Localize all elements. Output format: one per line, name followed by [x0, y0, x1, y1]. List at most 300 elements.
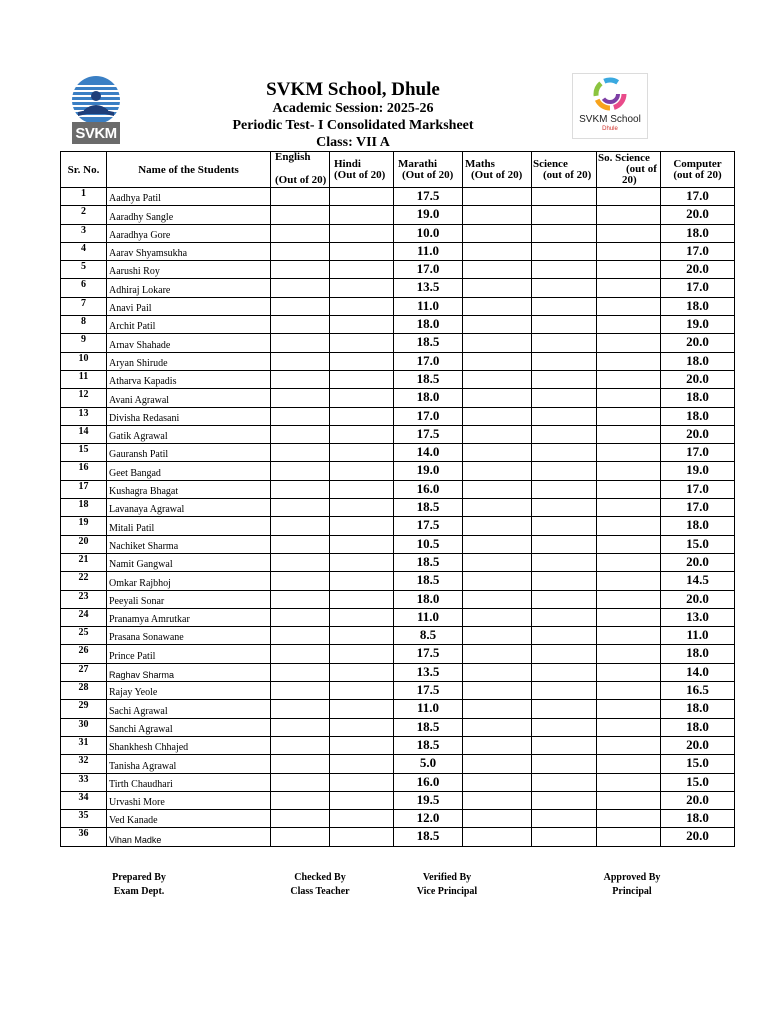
hindi-mark-cell — [330, 828, 394, 846]
sr-no-cell: 33 — [61, 773, 107, 791]
student-name-cell: Gauransh Patil — [107, 444, 271, 462]
so-science-mark-cell — [597, 627, 661, 645]
student-name-cell: Shankhesh Chhajed — [107, 736, 271, 754]
sr-no-cell: 21 — [61, 553, 107, 571]
maths-mark-cell — [463, 334, 532, 352]
sr-no-cell: 35 — [61, 810, 107, 828]
hindi-mark-cell — [330, 499, 394, 517]
so-science-mark-cell — [597, 828, 661, 846]
hindi-mark-cell — [330, 279, 394, 297]
maths-mark-cell — [463, 389, 532, 407]
student-name-cell: Aarushi Roy — [107, 261, 271, 279]
marathi-mark-cell: 10.0 — [394, 224, 463, 242]
table-row — [61, 755, 735, 773]
table-row — [61, 407, 735, 425]
marathi-mark-cell: 10.5 — [394, 535, 463, 553]
computer-mark-cell: 18.0 — [661, 718, 735, 736]
computer-mark-cell: 20.0 — [661, 828, 735, 846]
marathi-mark-cell: 14.0 — [394, 444, 463, 462]
table-row — [61, 480, 735, 498]
maths-mark-cell — [463, 206, 532, 224]
table-row — [61, 773, 735, 791]
student-name-cell: Archit Patil — [107, 316, 271, 334]
marathi-mark-cell: 17.5 — [394, 517, 463, 535]
logo-city-name: Dhule — [602, 126, 618, 132]
computer-mark-cell: 15.0 — [661, 535, 735, 553]
signature-approved — [584, 871, 680, 899]
english-mark-cell — [271, 389, 330, 407]
table-row — [61, 608, 735, 626]
hindi-mark-cell — [330, 352, 394, 370]
maths-mark-cell — [463, 261, 532, 279]
so-science-mark-cell — [597, 645, 661, 663]
so-science-mark-cell — [597, 242, 661, 260]
computer-mark-cell: 16.5 — [661, 682, 735, 700]
student-name-cell: Namit Gangwal — [107, 553, 271, 571]
marathi-mark-cell: 17.5 — [394, 425, 463, 443]
marathi-mark-cell: 8.5 — [394, 627, 463, 645]
hindi-mark-cell — [330, 224, 394, 242]
table-row — [61, 206, 735, 224]
student-name-cell: Urvashi More — [107, 791, 271, 809]
so-science-mark-cell — [597, 608, 661, 626]
maths-mark-cell — [463, 736, 532, 754]
so-science-mark-cell — [597, 297, 661, 315]
table-row — [61, 517, 735, 535]
english-mark-cell — [271, 810, 330, 828]
sr-no-cell: 11 — [61, 370, 107, 388]
science-mark-cell — [532, 773, 597, 791]
marathi-mark-cell: 17.5 — [394, 682, 463, 700]
marathi-mark-cell: 18.5 — [394, 828, 463, 846]
hindi-mark-cell — [330, 425, 394, 443]
hindi-mark-cell — [330, 480, 394, 498]
science-mark-cell — [532, 389, 597, 407]
hindi-mark-cell — [330, 773, 394, 791]
english-mark-cell — [271, 645, 330, 663]
table-row — [61, 499, 735, 517]
marathi-mark-cell: 18.5 — [394, 718, 463, 736]
student-name-cell: Divisha Redasani — [107, 407, 271, 425]
hindi-mark-cell — [330, 718, 394, 736]
hindi-mark-cell — [330, 736, 394, 754]
hindi-mark-cell — [330, 242, 394, 260]
english-mark-cell — [271, 444, 330, 462]
maths-mark-cell — [463, 297, 532, 315]
maths-mark-cell — [463, 755, 532, 773]
table-row — [61, 553, 735, 571]
hindi-mark-cell — [330, 316, 394, 334]
hindi-mark-cell — [330, 572, 394, 590]
hindi-mark-cell — [330, 389, 394, 407]
verified-by-label: Verified By — [422, 872, 472, 883]
marathi-mark-cell: 17.0 — [394, 407, 463, 425]
science-mark-cell — [532, 608, 597, 626]
computer-mark-cell: 18.0 — [661, 297, 735, 315]
student-name-cell: Tirth Chaudhari — [107, 773, 271, 791]
computer-mark-cell: 20.0 — [661, 553, 735, 571]
student-name-cell: Aryan Shirude — [107, 352, 271, 370]
computer-mark-cell: 18.0 — [661, 352, 735, 370]
computer-mark-cell: 14.5 — [661, 572, 735, 590]
sr-no-cell: 32 — [61, 755, 107, 773]
computer-mark-cell: 20.0 — [661, 791, 735, 809]
maths-mark-cell — [463, 462, 532, 480]
checked-role-label: Class Teacher — [290, 886, 350, 897]
english-mark-cell — [271, 224, 330, 242]
sr-no-cell: 16 — [61, 462, 107, 480]
hindi-mark-cell — [330, 334, 394, 352]
so-science-mark-cell — [597, 389, 661, 407]
sr-no-cell: 31 — [61, 736, 107, 754]
sr-no-cell: 34 — [61, 791, 107, 809]
so-science-mark-cell — [597, 334, 661, 352]
english-mark-cell — [271, 736, 330, 754]
marathi-mark-cell: 16.0 — [394, 773, 463, 791]
science-mark-cell — [532, 682, 597, 700]
computer-mark-cell: 17.0 — [661, 499, 735, 517]
table-row — [61, 261, 735, 279]
so-science-mark-cell — [597, 590, 661, 608]
hindi-mark-cell — [330, 700, 394, 718]
so-science-mark-cell — [597, 535, 661, 553]
hindi-mark-cell — [330, 590, 394, 608]
maths-mark-cell — [463, 407, 532, 425]
science-mark-cell — [532, 572, 597, 590]
table-row — [61, 828, 735, 846]
sr-no-cell: 10 — [61, 352, 107, 370]
science-mark-cell — [532, 206, 597, 224]
science-mark-cell — [532, 316, 597, 334]
hindi-mark-cell — [330, 553, 394, 571]
computer-mark-cell: 18.0 — [661, 517, 735, 535]
student-name-cell: Sachi Agrawal — [107, 700, 271, 718]
marathi-mark-cell: 12.0 — [394, 810, 463, 828]
sr-no-cell: 36 — [61, 828, 107, 846]
marathi-mark-cell: 11.0 — [394, 297, 463, 315]
student-name-cell: Peeyali Sonar — [107, 590, 271, 608]
col-maths: Maths (Out of 20) — [463, 152, 532, 188]
science-mark-cell — [532, 755, 597, 773]
sr-no-cell: 22 — [61, 572, 107, 590]
hindi-mark-cell — [330, 608, 394, 626]
sr-no-cell: 12 — [61, 389, 107, 407]
sr-no-cell: 19 — [61, 517, 107, 535]
computer-mark-cell: 20.0 — [661, 425, 735, 443]
english-mark-cell — [271, 718, 330, 736]
so-science-mark-cell — [597, 499, 661, 517]
so-science-mark-cell — [597, 316, 661, 334]
so-science-mark-cell — [597, 224, 661, 242]
maths-mark-cell — [463, 682, 532, 700]
maths-mark-cell — [463, 316, 532, 334]
english-mark-cell — [271, 297, 330, 315]
maths-mark-cell — [463, 810, 532, 828]
hindi-mark-cell — [330, 517, 394, 535]
maths-mark-cell — [463, 645, 532, 663]
hindi-mark-cell — [330, 535, 394, 553]
science-mark-cell — [532, 188, 597, 206]
english-mark-cell — [271, 700, 330, 718]
science-mark-cell — [532, 535, 597, 553]
so-science-mark-cell — [597, 206, 661, 224]
maths-mark-cell — [463, 480, 532, 498]
science-mark-cell — [532, 663, 597, 681]
so-science-mark-cell — [597, 810, 661, 828]
science-mark-cell — [532, 480, 597, 498]
computer-mark-cell: 11.0 — [661, 627, 735, 645]
science-mark-cell — [532, 261, 597, 279]
school-title: SVKM School, Dhule — [266, 79, 440, 100]
english-mark-cell — [271, 828, 330, 846]
sr-no-cell: 5 — [61, 261, 107, 279]
table-row — [61, 279, 735, 297]
science-mark-cell — [532, 791, 597, 809]
computer-mark-cell: 17.0 — [661, 242, 735, 260]
maths-mark-cell — [463, 499, 532, 517]
hindi-mark-cell — [330, 663, 394, 681]
table-row — [61, 334, 735, 352]
prepared-by-label: Prepared By — [112, 872, 166, 883]
maths-mark-cell — [463, 425, 532, 443]
maths-mark-cell — [463, 572, 532, 590]
english-mark-cell — [271, 499, 330, 517]
computer-mark-cell: 20.0 — [661, 334, 735, 352]
english-mark-cell — [271, 261, 330, 279]
student-name-cell: Geet Bangad — [107, 462, 271, 480]
science-mark-cell — [532, 224, 597, 242]
col-marathi: Marathi (Out of 20) — [394, 152, 463, 188]
maths-mark-cell — [463, 791, 532, 809]
col-hindi: Hindi (Out of 20) — [330, 152, 394, 188]
sr-no-cell: 30 — [61, 718, 107, 736]
maths-mark-cell — [463, 700, 532, 718]
header-row — [61, 152, 735, 188]
computer-mark-cell: 20.0 — [661, 370, 735, 388]
student-rows — [61, 188, 735, 847]
approved-role-label: Principal — [612, 886, 652, 897]
english-mark-cell — [271, 352, 330, 370]
marathi-mark-cell: 18.5 — [394, 736, 463, 754]
student-name-cell: Ved Kanade — [107, 810, 271, 828]
science-mark-cell — [532, 425, 597, 443]
science-mark-cell — [532, 352, 597, 370]
english-mark-cell — [271, 188, 330, 206]
col-english: English (Out of 20) — [271, 152, 330, 188]
student-name-cell: Pranamya Amrutkar — [107, 608, 271, 626]
science-mark-cell — [532, 297, 597, 315]
english-mark-cell — [271, 480, 330, 498]
english-mark-cell — [271, 425, 330, 443]
table-row — [61, 736, 735, 754]
table-row — [61, 188, 735, 206]
hindi-mark-cell — [330, 206, 394, 224]
computer-mark-cell: 18.0 — [661, 810, 735, 828]
maths-mark-cell — [463, 718, 532, 736]
marathi-mark-cell: 18.5 — [394, 553, 463, 571]
student-name-cell: Aadhya Patil — [107, 188, 271, 206]
english-mark-cell — [271, 517, 330, 535]
student-name-cell: Rajay Yeole — [107, 682, 271, 700]
table-row — [61, 297, 735, 315]
table-row — [61, 370, 735, 388]
marathi-mark-cell: 16.0 — [394, 480, 463, 498]
table-row — [61, 462, 735, 480]
so-science-mark-cell — [597, 773, 661, 791]
table-row — [61, 535, 735, 553]
hindi-mark-cell — [330, 791, 394, 809]
sr-no-cell: 29 — [61, 700, 107, 718]
col-student-name: Name of the Students — [107, 152, 271, 188]
marathi-mark-cell: 19.0 — [394, 462, 463, 480]
so-science-mark-cell — [597, 370, 661, 388]
maths-mark-cell — [463, 590, 532, 608]
so-science-mark-cell — [597, 755, 661, 773]
computer-mark-cell: 19.0 — [661, 316, 735, 334]
so-science-mark-cell — [597, 553, 661, 571]
so-science-mark-cell — [597, 572, 661, 590]
table-row — [61, 444, 735, 462]
marathi-mark-cell: 11.0 — [394, 242, 463, 260]
marathi-mark-cell: 18.5 — [394, 572, 463, 590]
so-science-mark-cell — [597, 480, 661, 498]
maths-mark-cell — [463, 773, 532, 791]
sr-no-cell: 3 — [61, 224, 107, 242]
table-row — [61, 682, 735, 700]
marathi-mark-cell: 18.0 — [394, 590, 463, 608]
so-science-mark-cell — [597, 444, 661, 462]
english-mark-cell — [271, 407, 330, 425]
maths-mark-cell — [463, 663, 532, 681]
student-name-cell: Aarav Shyamsukha — [107, 242, 271, 260]
so-science-mark-cell — [597, 791, 661, 809]
so-science-mark-cell — [597, 407, 661, 425]
student-name-cell: Gatik Agrawal — [107, 425, 271, 443]
english-mark-cell — [271, 663, 330, 681]
table-row — [61, 700, 735, 718]
marathi-mark-cell: 18.5 — [394, 499, 463, 517]
computer-mark-cell: 18.0 — [661, 389, 735, 407]
hindi-mark-cell — [330, 188, 394, 206]
student-name-cell: Avani Agrawal — [107, 389, 271, 407]
science-mark-cell — [532, 718, 597, 736]
signature-verified — [398, 871, 496, 899]
english-mark-cell — [271, 242, 330, 260]
english-mark-cell — [271, 627, 330, 645]
computer-mark-cell: 14.0 — [661, 663, 735, 681]
science-mark-cell — [532, 828, 597, 846]
sr-no-cell: 25 — [61, 627, 107, 645]
test-title: Periodic Test- I Consolidated Marksheet — [232, 118, 474, 133]
student-name-cell: Kushagra Bhagat — [107, 480, 271, 498]
marksheet-table — [60, 151, 735, 847]
sr-no-cell: 7 — [61, 297, 107, 315]
hindi-mark-cell — [330, 407, 394, 425]
so-science-mark-cell — [597, 352, 661, 370]
student-name-cell: Lavanaya Agrawal — [107, 499, 271, 517]
hindi-mark-cell — [330, 297, 394, 315]
table-row — [61, 590, 735, 608]
marathi-mark-cell: 18.5 — [394, 334, 463, 352]
col-sr-no: Sr. No. — [61, 152, 107, 188]
sr-no-cell: 8 — [61, 316, 107, 334]
so-science-mark-cell — [597, 425, 661, 443]
marathi-mark-cell: 17.5 — [394, 188, 463, 206]
table-row — [61, 627, 735, 645]
maths-mark-cell — [463, 370, 532, 388]
science-mark-cell — [532, 627, 597, 645]
science-mark-cell — [532, 279, 597, 297]
checked-by-label: Checked By — [294, 872, 346, 883]
computer-mark-cell: 15.0 — [661, 773, 735, 791]
computer-mark-cell: 18.0 — [661, 407, 735, 425]
maths-mark-cell — [463, 188, 532, 206]
science-mark-cell — [532, 645, 597, 663]
english-mark-cell — [271, 572, 330, 590]
prepared-dept-label: Exam Dept. — [113, 886, 165, 897]
sr-no-cell: 13 — [61, 407, 107, 425]
table-row — [61, 810, 735, 828]
science-mark-cell — [532, 810, 597, 828]
so-science-mark-cell — [597, 700, 661, 718]
science-mark-cell — [532, 242, 597, 260]
hindi-mark-cell — [330, 370, 394, 388]
computer-mark-cell: 20.0 — [661, 590, 735, 608]
english-mark-cell — [271, 608, 330, 626]
sr-no-cell: 28 — [61, 682, 107, 700]
maths-mark-cell — [463, 517, 532, 535]
verified-role-label: Vice Principal — [416, 886, 478, 897]
computer-mark-cell: 13.0 — [661, 608, 735, 626]
table-row — [61, 425, 735, 443]
science-mark-cell — [532, 499, 597, 517]
marathi-mark-cell: 11.0 — [394, 700, 463, 718]
student-name-cell: Prince Patil — [107, 645, 271, 663]
science-mark-cell — [532, 553, 597, 571]
hindi-mark-cell — [330, 444, 394, 462]
class-label: Class: VII A — [316, 135, 390, 150]
sr-no-cell: 17 — [61, 480, 107, 498]
computer-mark-cell: 15.0 — [661, 755, 735, 773]
sr-no-cell: 1 — [61, 188, 107, 206]
marathi-mark-cell: 17.0 — [394, 352, 463, 370]
sr-no-cell: 14 — [61, 425, 107, 443]
science-mark-cell — [532, 736, 597, 754]
marathi-mark-cell: 5.0 — [394, 755, 463, 773]
marathi-mark-cell: 11.0 — [394, 608, 463, 626]
approved-by-label: Approved By — [603, 872, 661, 883]
sr-no-cell: 23 — [61, 590, 107, 608]
student-name-cell: Tanisha Agrawal — [107, 755, 271, 773]
computer-mark-cell: 18.0 — [661, 224, 735, 242]
english-mark-cell — [271, 755, 330, 773]
science-mark-cell — [532, 444, 597, 462]
so-science-mark-cell — [597, 517, 661, 535]
hindi-mark-cell — [330, 755, 394, 773]
table-row — [61, 389, 735, 407]
marathi-mark-cell: 18.0 — [394, 389, 463, 407]
student-name-cell: Nachiket Sharma — [107, 535, 271, 553]
academic-session: Academic Session: 2025-26 — [272, 101, 434, 116]
science-mark-cell — [532, 334, 597, 352]
so-science-mark-cell — [597, 736, 661, 754]
hindi-mark-cell — [330, 682, 394, 700]
table-row — [61, 242, 735, 260]
signature-prepared — [94, 871, 184, 899]
so-science-mark-cell — [597, 188, 661, 206]
sr-no-cell: 2 — [61, 206, 107, 224]
so-science-mark-cell — [597, 261, 661, 279]
